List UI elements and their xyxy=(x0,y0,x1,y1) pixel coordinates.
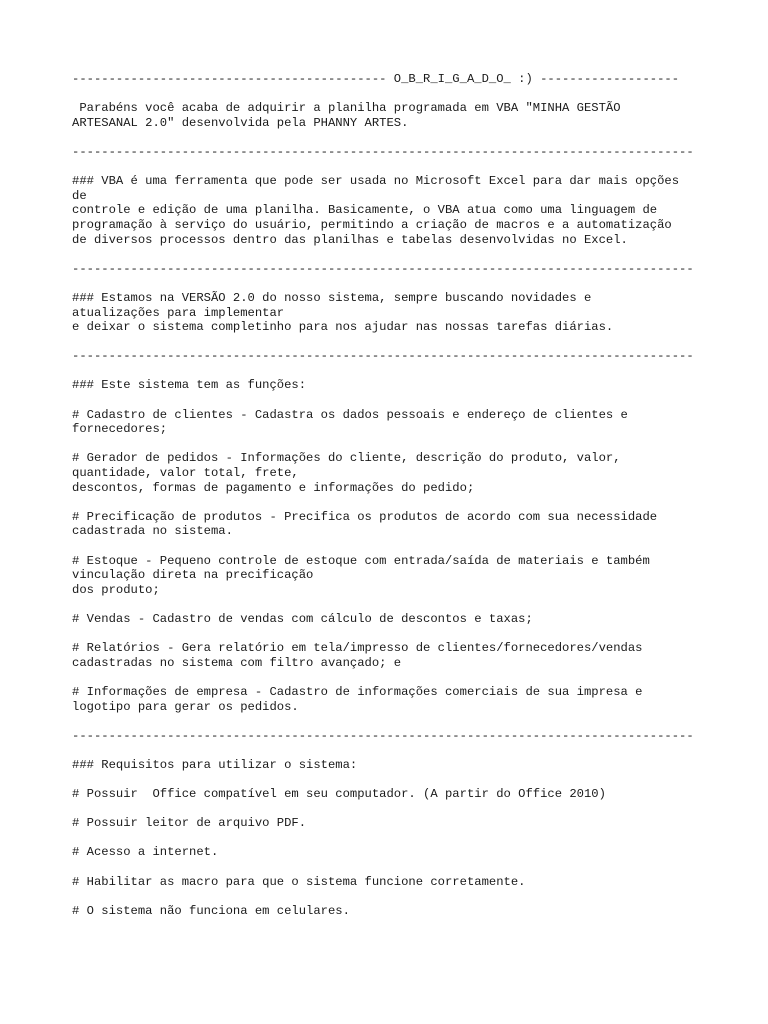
function-item xyxy=(72,685,712,714)
vba-line: ### VBA é uma ferramenta que pode ser usada no Microsoft Excel para dar mais opções xyxy=(72,174,680,189)
vba-line: programação à serviço do usuário, permitindo a criação de macros e a automatização xyxy=(72,217,672,232)
function-item xyxy=(72,554,712,598)
requirement-item: # Acesso a internet. xyxy=(72,845,219,860)
requirement-item: # O sistema não funciona em celulares. xyxy=(72,903,350,918)
vba-line: de diversos processos dentro das planilhas e tabelas desenvolvidas no Excel. xyxy=(72,232,628,247)
function-line: cadastrada no sistema. xyxy=(72,524,233,539)
version-line: ### Estamos na VERSÃO 2.0 do nosso sistema, sempre buscando novidades e xyxy=(72,290,592,305)
requirement-item: # Possuir leitor de arquivo PDF. xyxy=(72,816,307,831)
function-line: logotipo para gerar os pedidos. xyxy=(72,699,299,714)
intro-paragraph xyxy=(72,101,712,130)
version-line: e deixar o sistema completinho para nos ajudar nas nossas tarefas diárias. xyxy=(72,320,614,335)
version-line: atualizações para implementar xyxy=(72,305,285,320)
section-divider: ------------------------------------------------------------------------------------- xyxy=(72,144,694,159)
function-item xyxy=(72,408,712,437)
function-line: # Informações de empresa - Cadastro de informações comerciais de sua impresa e xyxy=(72,684,643,699)
function-item xyxy=(72,612,712,627)
function-line: vinculação direta na precificação xyxy=(72,568,314,583)
function-line: # Relatórios - Gera relatório em tela/impresso de clientes/fornecedores/vendas xyxy=(72,641,643,656)
section-divider: ------------------------------------------------------------------------------------- xyxy=(72,349,694,364)
header-divider: ------------------------------------------- O_B_R_I_G_A_D_O_ :) ------------------- xyxy=(72,72,680,86)
function-line: fornecedores; xyxy=(72,422,168,437)
requirement-item: # Habilitar as macro para que o sistema funcione corretamente. xyxy=(72,874,526,889)
function-line: # Estoque - Pequeno controle de estoque com entrada/saída de materiais e também xyxy=(72,553,650,568)
version-paragraph xyxy=(72,291,712,335)
function-line: # Gerador de pedidos - Informações do cliente, descrição do produto, valor, xyxy=(72,451,621,466)
vba-line: controle e edição de uma planilha. Basicamente, o VBA atua como uma linguagem de xyxy=(72,203,658,218)
function-item xyxy=(72,510,712,539)
function-line: quantidade, valor total, frete, xyxy=(72,466,299,481)
intro-line: ARTESANAL 2.0" desenvolvida pela PHANNY ARTES. xyxy=(72,115,409,130)
requirement-item: # Possuir Office compatível em seu computador. (A partir do Office 2010) xyxy=(72,787,606,802)
function-item xyxy=(72,451,712,495)
functions-heading: ### Este sistema tem as funções: xyxy=(72,378,307,393)
requirements-heading: ### Requisitos para utilizar o sistema: xyxy=(72,757,358,772)
function-item xyxy=(72,641,712,670)
section-divider: ------------------------------------------------------------------------------------- xyxy=(72,261,694,276)
vba-line: de xyxy=(72,188,87,203)
intro-line: Parabéns você acaba de adquirir a planilha programada em VBA "MINHA GESTÃO xyxy=(72,101,621,116)
function-line: descontos, formas de pagamento e informações do pedido; xyxy=(72,480,475,495)
function-line: dos produto; xyxy=(72,582,160,597)
function-line: # Vendas - Cadastro de vendas com cálculo de descontos e taxas; xyxy=(72,611,533,626)
section-divider: ------------------------------------------------------------------------------------- xyxy=(72,728,694,743)
vba-paragraph xyxy=(72,174,712,247)
function-line: # Precificação de produtos - Precifica os produtos de acordo com sua necessidade xyxy=(72,509,658,524)
document-body xyxy=(72,72,712,918)
function-line: cadastradas no sistema com filtro avançado; e xyxy=(72,655,402,670)
function-line: # Cadastro de clientes - Cadastra os dados pessoais e endereço de clientes e xyxy=(72,407,628,422)
